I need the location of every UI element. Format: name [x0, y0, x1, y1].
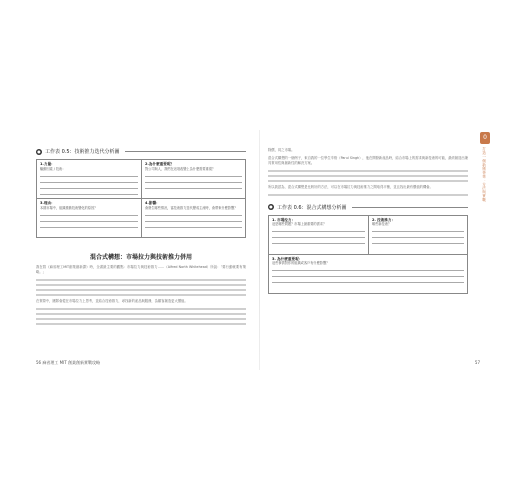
cell-desc: 對公司與人，我們在這項改變上為什麼需要重視？ — [145, 166, 216, 171]
text-line — [36, 308, 246, 310]
cell-title: 2.為什麼重要呢？ — [145, 162, 175, 166]
answer-line — [145, 183, 242, 189]
worksheet-header — [36, 148, 246, 155]
worksheet-cell[interactable] — [37, 198, 141, 237]
bullet-icon: ● — [269, 204, 273, 210]
text-line — [36, 284, 246, 286]
chapter-tab — [480, 132, 490, 202]
worksheet-title: 工作表 0.5：技術推力迭代分析圖 — [45, 149, 120, 155]
worksheet-box — [268, 215, 468, 294]
cell-desc: 這些事情對你的組織或客戶有什麼影響？ — [272, 261, 330, 266]
answer-line — [272, 238, 365, 244]
body-paragraph — [268, 148, 468, 153]
body-paragraph — [36, 265, 246, 296]
worksheet-cell[interactable] — [37, 160, 141, 198]
worksheet-cell[interactable] — [141, 160, 245, 198]
section-title: 混合式構想：市場拉力與技術推力併用 — [89, 254, 192, 261]
body-paragraph — [36, 299, 246, 325]
cell-desc: 本期市場中，組織推動技術變化的原因？ — [40, 205, 98, 210]
text-line — [268, 194, 468, 196]
worksheet-cell[interactable] — [269, 254, 467, 293]
cell-title: 2. 技術推力： — [372, 217, 396, 222]
answer-line — [40, 222, 138, 228]
cell-desc: 這是哪些問題？市場上最重要的需求？ — [272, 222, 327, 227]
text-line — [36, 289, 246, 291]
cell-desc: 會發生哪些情況，當技術推力迭代變成主流時，會帶來什麼影響？ — [145, 205, 238, 210]
cell-title: 3.理由： — [40, 201, 55, 205]
page-footer-right: 57 — [474, 360, 480, 365]
paragraph-text: 除價，同之市場。 — [268, 148, 295, 152]
chapter-label: 打造一個新創事業：方法與實戰 — [482, 147, 487, 202]
chapter-number: 0 — [480, 132, 490, 144]
left-page — [36, 148, 246, 378]
answer-line — [272, 277, 464, 283]
cell-title: 1. 市場拉力： — [272, 217, 296, 222]
worksheet-box — [36, 159, 246, 238]
text-line — [36, 294, 246, 296]
page-footer-left: 56 麻省理工 MIT 創業創新實戰攻略 — [36, 360, 100, 365]
divider — [352, 207, 468, 208]
text-line — [36, 313, 246, 315]
cell-title: 1.力量： — [40, 162, 55, 166]
paragraph-text: 混合式構想的一個例子，來自我的一位學生辛格（Parul Singh），他在開發新產品時，結合市場上的需求與新技術的可能，最終創造出兼具實用性與創新性的解決方案。 — [268, 156, 468, 166]
bullet-icon: ● — [37, 148, 41, 154]
body-paragraph — [268, 156, 468, 182]
page-gutter — [259, 130, 260, 370]
paragraph-text: 在實際中，團隊會從在市場拉力上思考，並結合技術推力，尋找新的產品與服務，為顧客創造更大價值。 — [36, 299, 188, 304]
cell-desc: 驅動因素 / 技術： — [40, 166, 66, 171]
text-line — [36, 323, 246, 325]
text-line — [36, 318, 246, 320]
cell-desc: 哪些新技術？ — [372, 222, 392, 227]
text-line — [268, 175, 468, 177]
worksheet-header — [268, 204, 468, 211]
paragraph-text: 我在寫《麻省理工MIT創業創新課》時，全書最主要的觀點：市場拉力與技術推力……（Alfred North Whitehead）所說：「要行動就要有策略。」 — [36, 265, 246, 275]
cell-title: 4.影響： — [145, 201, 160, 205]
worksheet-title: 工作表 0.6：混合式構想分析圖 — [277, 204, 347, 211]
cell-title: 3. 為什麼重要呢： — [272, 256, 303, 261]
answer-line — [372, 238, 464, 244]
worksheet-cell[interactable] — [141, 198, 245, 237]
worksheet-cell[interactable] — [368, 216, 467, 254]
divider — [125, 151, 246, 152]
text-line — [268, 170, 468, 172]
right-page — [268, 148, 468, 378]
worksheet-cell[interactable] — [269, 216, 368, 254]
text-line — [36, 279, 246, 281]
body-paragraph — [268, 185, 468, 195]
text-line — [268, 180, 468, 182]
paragraph-text: 所以我認為，混合式構想是比較好的方法，可以在市場拉力與技術推力之間取得平衡，並且找出最有價值的機會。 — [268, 185, 433, 190]
answer-line — [40, 189, 138, 195]
answer-line — [145, 222, 242, 228]
